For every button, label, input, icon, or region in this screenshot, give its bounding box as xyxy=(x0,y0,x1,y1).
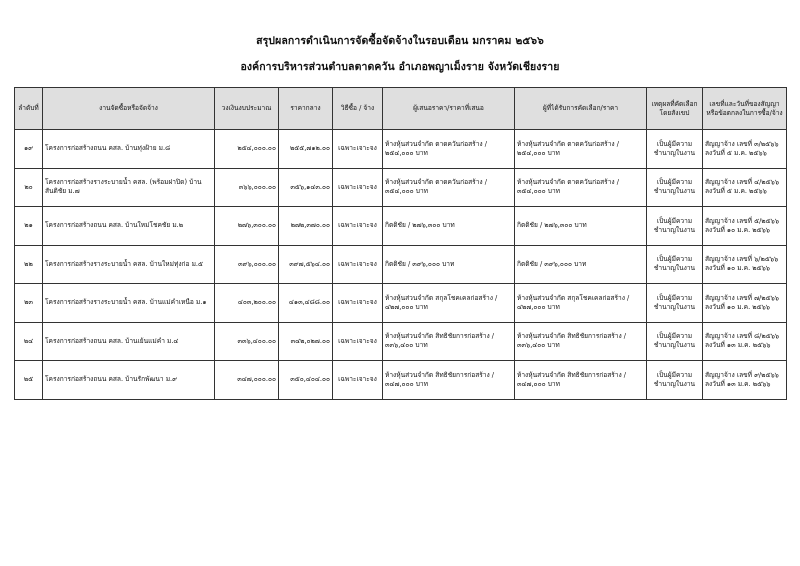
col-header-reason: เหตุผลที่คัดเลือกโดยสังเขป xyxy=(647,88,703,130)
cell-bidders: ห้างหุ้นส่วนจำกัด สิทธิชัยการก่อสร้าง / ๓๔๗,๐๐๐ บาท xyxy=(383,361,515,400)
cell-method: เฉพาะเจาะจง xyxy=(333,130,383,169)
cell-contract: สัญญาจ้าง เลขที่ ๖/๒๕๖๖ ลงวันที่ ๑๐ ม.ค. ๒๕๖๖ xyxy=(703,245,787,284)
table-row xyxy=(15,130,787,169)
cell-method: เฉพาะเจาะจง xyxy=(333,361,383,400)
cell-method: เฉพาะเจาะจง xyxy=(333,245,383,284)
table-row xyxy=(15,245,787,284)
cell-method: เฉพาะเจาะจง xyxy=(333,284,383,323)
cell-bidders: กิตติชัย / ๒๗๖,๓๐๐ บาท xyxy=(383,207,515,246)
table-row xyxy=(15,207,787,246)
cell-budget: ๔๐๓,๒๐๐.๐๐ xyxy=(215,284,279,323)
cell-selected: กิตติชัย / ๓๙๖,๐๐๐ บาท xyxy=(515,245,647,284)
cell-reason: เป็นผู้มีความชำนาญในงาน xyxy=(647,284,703,323)
cell-budget: ๓๖๖,๐๐๐.๐๐ xyxy=(215,168,279,207)
cell-no: ๒๒ xyxy=(15,245,43,284)
cell-work: โครงการก่อสร้างถนน คสล. บ้านเย้นแม่คำ ม.๔ xyxy=(43,322,215,361)
col-header-median-price: ราคากลาง xyxy=(279,88,333,130)
col-header-work: งานจัดซื้อหรือจัดจ้าง xyxy=(43,88,215,130)
cell-contract: สัญญาจ้าง เลขที่ ๓/๒๕๖๖ ลงวันที่ ๕ ม.ค. ๒๕๖๖ xyxy=(703,130,787,169)
cell-budget: ๓๓๖,๔๐๐.๐๐ xyxy=(215,322,279,361)
cell-no: ๒๔ xyxy=(15,322,43,361)
cell-bidders: ห้างหุ้นส่วนจำกัด ตาดควันก่อสร้าง / ๓๕๔,๐๐๐ บาท xyxy=(383,168,515,207)
cell-median-price: ๒๕๕,๗๑๒.๐๐ xyxy=(279,130,333,169)
cell-selected: ห้างหุ้นส่วนจำกัด สิทธิชัยการก่อสร้าง / ๓๔๗,๐๐๐ บาท xyxy=(515,361,647,400)
cell-median-price: ๒๗๒,๓๗๐.๐๐ xyxy=(279,207,333,246)
cell-budget: ๓๙๖,๐๐๐.๐๐ xyxy=(215,245,279,284)
cell-reason: เป็นผู้มีความชำนาญในงาน xyxy=(647,130,703,169)
cell-reason: เป็นผู้มีความชำนาญในงาน xyxy=(647,245,703,284)
table-header-row xyxy=(15,88,787,130)
cell-no: ๒๕ xyxy=(15,361,43,400)
cell-reason: เป็นผู้มีความชำนาญในงาน xyxy=(647,168,703,207)
col-header-contract: เลขที่และวันที่ของสัญญาหรือข้อตกลงในการซื้อ/จ้าง xyxy=(703,88,787,130)
cell-budget: ๒๕๔,๐๐๐.๐๐ xyxy=(215,130,279,169)
cell-contract: สัญญาจ้าง เลขที่ ๕/๒๕๖๖ ลงวันที่ ๑๐ ม.ค. ๒๕๖๖ xyxy=(703,207,787,246)
cell-bidders: ห้างหุ้นส่วนจำกัด สกุลโชคเคลก่อสร้าง / ๔๒๗,๐๐๐ บาท xyxy=(383,284,515,323)
cell-work: โครงการก่อสร้างถนน คสล. บ้านรักพัฒนา ม.๙ xyxy=(43,361,215,400)
col-header-method: วิธีซื้อ / จ้าง xyxy=(333,88,383,130)
table-row xyxy=(15,168,787,207)
cell-method: เฉพาะเจาะจง xyxy=(333,207,383,246)
cell-bidders: กิตติชัย / ๓๙๖,๐๐๐ บาท xyxy=(383,245,515,284)
cell-selected: ห้างหุ้นส่วนจำกัด ตาดควันก่อสร้าง / ๓๕๔,๐๐๐ บาท xyxy=(515,168,647,207)
table-row xyxy=(15,284,787,323)
cell-budget: ๓๔๗,๐๐๐.๐๐ xyxy=(215,361,279,400)
cell-median-price: ๓๕๖,๑๔๓.๐๐ xyxy=(279,168,333,207)
cell-contract: สัญญาจ้าง เลขที่ ๗/๒๕๖๖ ลงวันที่ ๑๐ ม.ค. ๒๕๖๖ xyxy=(703,284,787,323)
procurement-table xyxy=(14,87,787,400)
cell-no: ๑๙ xyxy=(15,130,43,169)
cell-work: โครงการก่อสร้างรางระบายน้ำ คสล. (พร้อมฝาปิด) บ้านสันติชัย ม.๗ xyxy=(43,168,215,207)
cell-reason: เป็นผู้มีความชำนาญในงาน xyxy=(647,207,703,246)
cell-method: เฉพาะเจาะจง xyxy=(333,168,383,207)
cell-median-price: ๔๑๓,๔๘๘.๐๐ xyxy=(279,284,333,323)
cell-selected: ห้างหุ้นส่วนจำกัด สิทธิชัยการก่อสร้าง / ๓๓๖,๔๐๐ บาท xyxy=(515,322,647,361)
cell-no: ๒๓ xyxy=(15,284,43,323)
cell-reason: เป็นผู้มีความชำนาญในงาน xyxy=(647,322,703,361)
cell-work: โครงการก่อสร้างถนน คสล. บ้านทุ่งฝ้าย ม.๘ xyxy=(43,130,215,169)
cell-median-price: ๓๕๐,๔๐๔.๐๐ xyxy=(279,361,333,400)
cell-contract: สัญญาจ้าง เลขที่ ๘/๒๕๖๖ ลงวันที่ ๑๓ ม.ค. ๒๕๖๖ xyxy=(703,322,787,361)
cell-selected: กิตติชัย / ๒๗๖,๓๐๐ บาท xyxy=(515,207,647,246)
col-header-no: ลำดับที่ xyxy=(15,88,43,130)
cell-reason: เป็นผู้มีความชำนาญในงาน xyxy=(647,361,703,400)
cell-no: ๒๑ xyxy=(15,207,43,246)
report-title: สรุปผลการดำเนินการจัดซื้อจัดจ้างในรอบเดือน มกราคม ๒๕๖๖ xyxy=(256,35,544,47)
table-row xyxy=(15,361,787,400)
cell-work: โครงการก่อสร้างรางระบายน้ำ คสล. บ้านใหม่ทุ่งก่อ ม.๕ xyxy=(43,245,215,284)
cell-contract: สัญญาจ้าง เลขที่ ๔/๒๕๖๖ ลงวันที่ ๕ ม.ค. ๒๕๖๖ xyxy=(703,168,787,207)
cell-work: โครงการก่อสร้างถนน คสล. บ้านใหม่โชคชัย ม.๒ xyxy=(43,207,215,246)
cell-median-price: ๓๔๒,๐๒๗.๐๐ xyxy=(279,322,333,361)
cell-work: โครงการก่อสร้างรางระบายน้ำ คสล. บ้านแม่คำเหนือ ม.๑ xyxy=(43,284,215,323)
col-header-selected: ผู้ที่ได้รับการคัดเลือก/ราคา xyxy=(515,88,647,130)
table-row xyxy=(15,322,787,361)
cell-contract: สัญญาจ้าง เลขที่ ๙/๒๕๖๖ ลงวันที่ ๑๓ ม.ค. ๒๕๖๖ xyxy=(703,361,787,400)
report-subtitle: องค์การบริหารส่วนตำบลตาดควัน อำเภอพญาเม็งราย จังหวัดเชียงราย xyxy=(240,61,560,73)
cell-bidders: ห้างหุ้นส่วนจำกัด ตาดควันก่อสร้าง / ๒๕๔,๐๐๐ บาท xyxy=(383,130,515,169)
cell-median-price: ๓๙๗,๕๖๔.๐๐ xyxy=(279,245,333,284)
cell-selected: ห้างหุ้นส่วนจำกัด ตาดควันก่อสร้าง / ๒๕๔,๐๐๐ บาท xyxy=(515,130,647,169)
col-header-budget: วงเงินงบประมาณ xyxy=(215,88,279,130)
cell-selected: ห้างหุ้นส่วนจำกัด สกุลโชคเคลก่อสร้าง / ๔๒๗,๐๐๐ บาท xyxy=(515,284,647,323)
cell-budget: ๒๗๖,๓๐๐.๐๐ xyxy=(215,207,279,246)
cell-no: ๒๐ xyxy=(15,168,43,207)
cell-method: เฉพาะเจาะจง xyxy=(333,322,383,361)
col-header-bidders: ผู้เสนอราคา/ราคาที่เสนอ xyxy=(383,88,515,130)
cell-bidders: ห้างหุ้นส่วนจำกัด สิทธิชัยการก่อสร้าง / ๓๓๖,๔๐๐ บาท xyxy=(383,322,515,361)
